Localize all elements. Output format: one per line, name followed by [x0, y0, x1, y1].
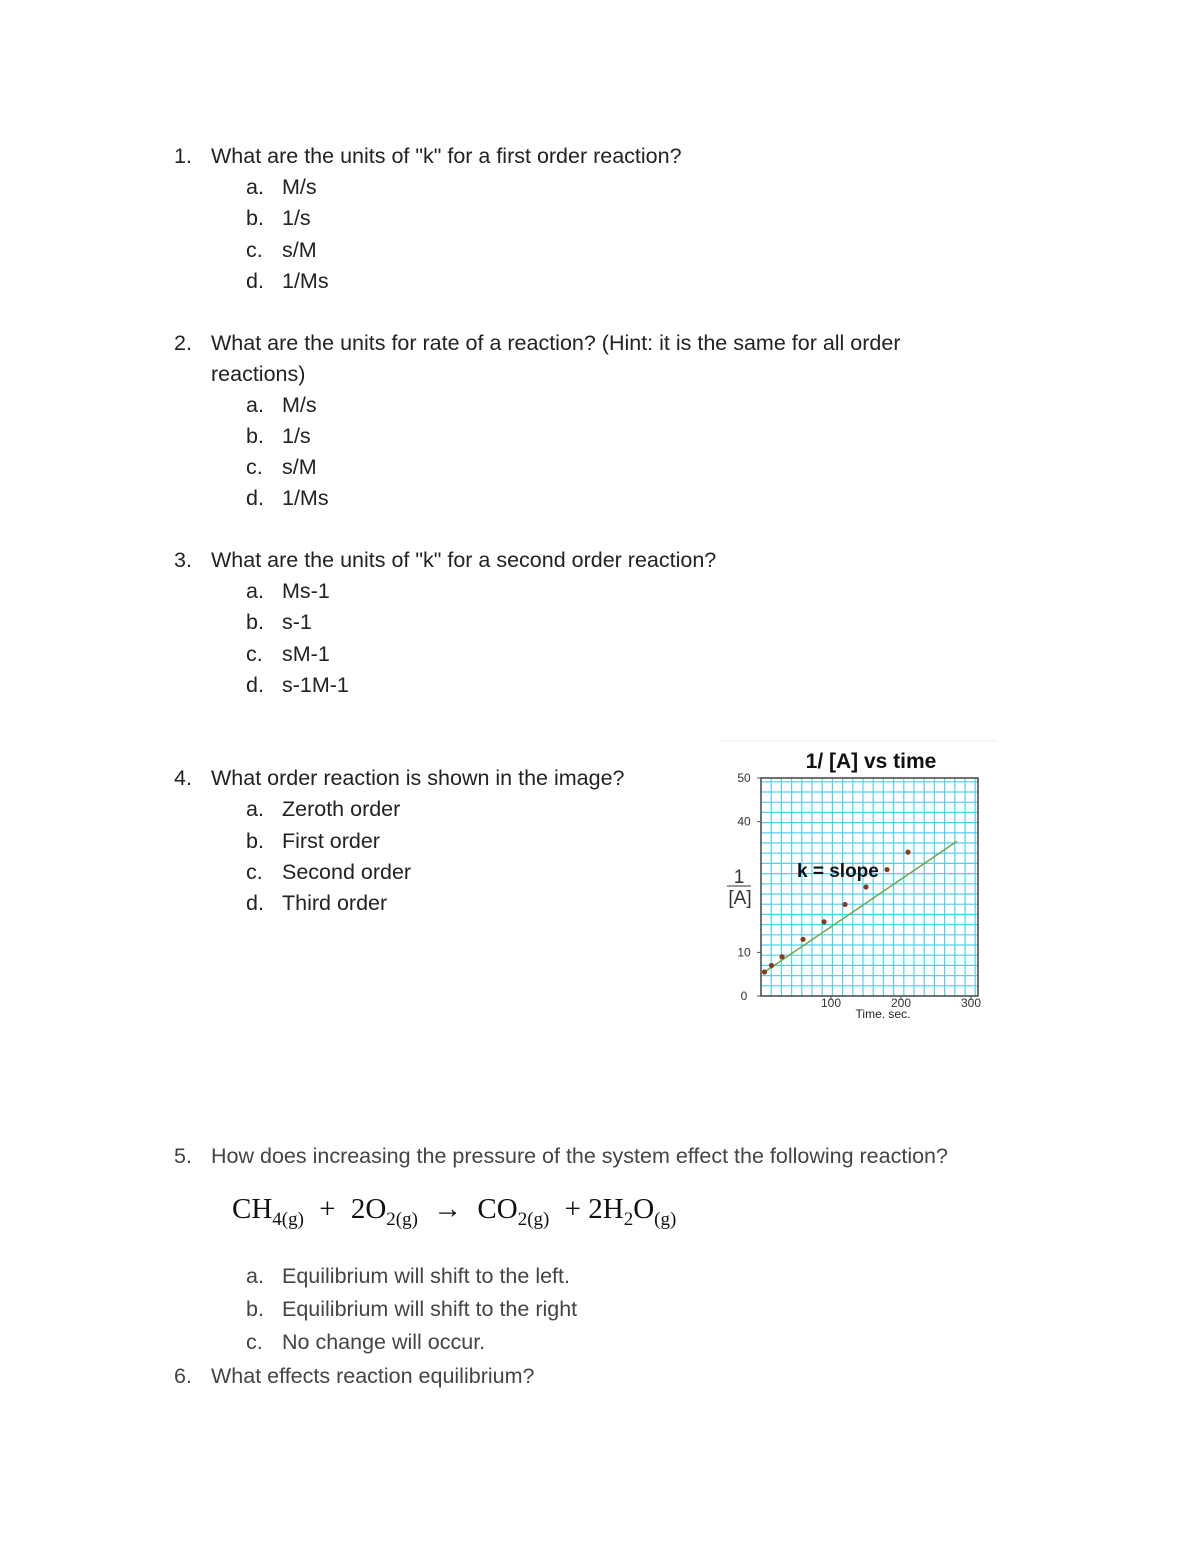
data-point — [884, 867, 889, 872]
option-letter: b. — [246, 206, 264, 230]
y-tick-label: 50 — [737, 771, 751, 785]
option-letter: d. — [246, 486, 264, 510]
product-carbon-dioxide: CO — [477, 1193, 518, 1225]
option-text: sM-1 — [282, 642, 330, 666]
option-text: First order — [282, 829, 380, 853]
product-water: 2H — [588, 1193, 624, 1225]
question-number: 5. — [174, 1144, 192, 1168]
product-water-state: (g) — [654, 1209, 677, 1230]
option-text: 1/Ms — [282, 486, 329, 510]
option-letter: c. — [246, 455, 263, 479]
option-text: 1/s — [282, 424, 311, 448]
x-tick-label: 200 — [890, 996, 912, 1010]
option-letter: b. — [246, 610, 264, 634]
y-axis-label-numerator: 1 — [733, 867, 745, 888]
option-letter: a. — [246, 393, 264, 417]
question-text: What effects reaction equilibrium? — [211, 1364, 535, 1388]
option-letter: a. — [246, 1264, 264, 1288]
data-point — [769, 963, 774, 968]
option-text: Zeroth order — [282, 797, 401, 821]
data-point — [821, 919, 826, 924]
option-text: 1/Ms — [282, 269, 329, 293]
reactant-oxygen: 2O — [350, 1193, 387, 1225]
data-point — [905, 850, 910, 855]
data-point — [863, 884, 868, 889]
question-text: What are the units for rate of a reaction? (Hint: it is the same for all order — [211, 331, 901, 355]
y-tick-label: 10 — [737, 945, 751, 960]
option-letter: a. — [246, 175, 264, 199]
option-text: M/s — [282, 393, 317, 417]
x-tick-label: 100 — [820, 996, 842, 1010]
option-text: s-1 — [282, 610, 312, 634]
question-text: What order reaction is shown in the image? — [211, 766, 625, 790]
chemical-equation — [232, 1193, 677, 1230]
y-tick-label: 40 — [737, 814, 751, 829]
question-number: 1. — [174, 144, 192, 168]
reactant-oxygen-subscript: 2(g) — [386, 1209, 418, 1230]
reaction-arrow: → — [433, 1193, 463, 1225]
question-text-continued: reactions) — [211, 362, 306, 386]
option-letter: c. — [246, 1330, 263, 1354]
option-text: Second order — [282, 860, 412, 884]
plus-sign: + — [564, 1193, 581, 1225]
option-letter: b. — [246, 424, 264, 448]
x-tick-label: 300 — [960, 996, 982, 1010]
option-letter: b. — [246, 1297, 264, 1321]
y-axis-label-denominator: [A] — [728, 888, 752, 909]
option-text: Ms-1 — [282, 579, 330, 603]
question-number: 6. — [174, 1364, 192, 1388]
option-text: s/M — [282, 455, 317, 479]
reactant-methane-subscript: 4(g) — [272, 1209, 304, 1230]
option-letter: c. — [246, 642, 263, 666]
x-axis-label: Time. sec. — [855, 1007, 911, 1021]
option-letter: b. — [246, 829, 264, 853]
option-text: Third order — [282, 891, 388, 915]
data-point — [800, 937, 805, 942]
data-point — [842, 902, 847, 907]
reactant-methane: CH — [232, 1193, 273, 1225]
question-text: What are the units of "k" for a first order reaction? — [211, 144, 682, 168]
question-text: How does increasing the pressure of the system effect the following reaction? — [211, 1144, 948, 1168]
question-number: 3. — [174, 548, 192, 572]
slope-annotation: k = slope — [797, 861, 879, 882]
product-water-oxygen: O — [633, 1193, 655, 1225]
question-number: 4. — [174, 766, 192, 790]
question-text: What are the units of "k" for a second order reaction? — [211, 548, 717, 572]
option-text: M/s — [282, 175, 317, 199]
option-text: 1/s — [282, 206, 311, 230]
product-water-subscript: 2 — [623, 1209, 634, 1230]
product-carbon-dioxide-subscript: 2(g) — [517, 1209, 550, 1230]
option-text: Equilibrium will shift to the left. — [282, 1264, 570, 1288]
option-letter: d. — [246, 673, 264, 697]
option-letter: a. — [246, 579, 264, 603]
data-point — [779, 954, 784, 959]
option-letter: c. — [246, 238, 263, 262]
y-tick-label: 0 — [740, 989, 748, 1003]
question-number: 2. — [174, 331, 192, 355]
data-point — [762, 969, 767, 974]
option-text: s-1M-1 — [282, 673, 349, 697]
chart-title: 1/ [A] vs time — [805, 750, 937, 773]
option-text: Equilibrium will shift to the right — [282, 1297, 578, 1321]
chart-plot-area — [761, 778, 978, 996]
plus-sign: + — [319, 1193, 336, 1225]
option-letter: c. — [246, 860, 263, 884]
rate-chart — [719, 740, 999, 1030]
option-letter: d. — [246, 269, 264, 293]
option-letter: a. — [246, 797, 264, 821]
option-text: No change will occur. — [282, 1330, 486, 1354]
option-letter: d. — [246, 891, 264, 915]
option-text: s/M — [282, 238, 317, 262]
